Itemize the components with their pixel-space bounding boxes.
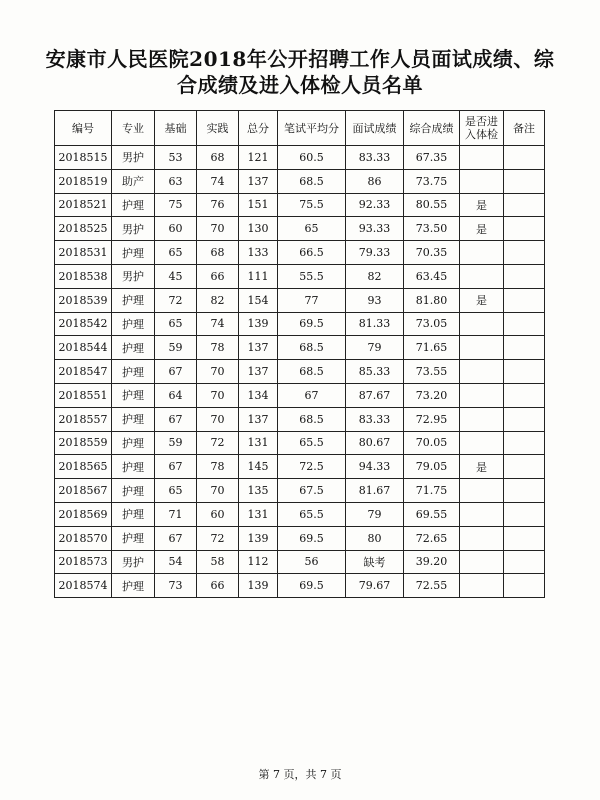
cell-major: 护理 bbox=[112, 455, 155, 479]
cell-composite: 72.95 bbox=[404, 407, 460, 431]
cell-basic: 67 bbox=[155, 455, 197, 479]
cell-major: 男护 bbox=[112, 550, 155, 574]
cell-interview: 83.33 bbox=[346, 146, 404, 170]
table-row bbox=[55, 383, 545, 407]
cell-written-avg: 65.5 bbox=[278, 431, 346, 455]
cell-physical-exam bbox=[460, 550, 504, 574]
cell-interview: 93.33 bbox=[346, 217, 404, 241]
cell-major: 护理 bbox=[112, 288, 155, 312]
cell-practice: 66 bbox=[197, 264, 239, 288]
cell-note bbox=[504, 574, 545, 598]
cell-interview: 92.33 bbox=[346, 193, 404, 217]
cell-physical-exam bbox=[460, 479, 504, 503]
cell-practice: 74 bbox=[197, 169, 239, 193]
cell-practice: 70 bbox=[197, 407, 239, 431]
cell-note bbox=[504, 336, 545, 360]
cell-major: 男护 bbox=[112, 264, 155, 288]
cell-interview: 86 bbox=[346, 169, 404, 193]
cell-interview: 85.33 bbox=[346, 360, 404, 384]
cell-major: 男护 bbox=[112, 217, 155, 241]
table-row bbox=[55, 169, 545, 193]
cell-written-avg: 66.5 bbox=[278, 241, 346, 265]
table-row bbox=[55, 455, 545, 479]
cell-total: 139 bbox=[239, 574, 278, 598]
cell-practice: 60 bbox=[197, 502, 239, 526]
cell-written-avg: 56 bbox=[278, 550, 346, 574]
cell-basic: 59 bbox=[155, 431, 197, 455]
cell-written-avg: 65 bbox=[278, 217, 346, 241]
cell-total: 112 bbox=[239, 550, 278, 574]
cell-interview: 87.67 bbox=[346, 383, 404, 407]
cell-practice: 70 bbox=[197, 217, 239, 241]
cell-practice: 82 bbox=[197, 288, 239, 312]
cell-total: 139 bbox=[239, 312, 278, 336]
cell-note bbox=[504, 169, 545, 193]
cell-composite: 72.55 bbox=[404, 574, 460, 598]
cell-composite: 70.05 bbox=[404, 431, 460, 455]
cell-note bbox=[504, 383, 545, 407]
table-row bbox=[55, 217, 545, 241]
page-footer: 第 7 页，共 7 页 bbox=[258, 768, 342, 781]
cell-written-avg: 68.5 bbox=[278, 407, 346, 431]
title-line-1: 安康市人民医院2018年公开招聘工作人员面试成绩、综 bbox=[45, 47, 555, 71]
cell-major: 护理 bbox=[112, 383, 155, 407]
cell-written-avg: 77 bbox=[278, 288, 346, 312]
cell-interview: 80.67 bbox=[346, 431, 404, 455]
document-title bbox=[40, 46, 560, 98]
cell-physical-exam bbox=[460, 360, 504, 384]
cell-basic: 60 bbox=[155, 217, 197, 241]
cell-basic: 45 bbox=[155, 264, 197, 288]
cell-composite: 73.05 bbox=[404, 312, 460, 336]
cell-note bbox=[504, 312, 545, 336]
cell-id: 2018544 bbox=[55, 336, 112, 360]
cell-basic: 54 bbox=[155, 550, 197, 574]
cell-physical-exam bbox=[460, 336, 504, 360]
table-row bbox=[55, 193, 545, 217]
cell-note bbox=[504, 526, 545, 550]
cell-note bbox=[504, 241, 545, 265]
cell-total: 111 bbox=[239, 264, 278, 288]
cell-id: 2018531 bbox=[55, 241, 112, 265]
cell-id: 2018574 bbox=[55, 574, 112, 598]
cell-total: 137 bbox=[239, 407, 278, 431]
cell-total: 145 bbox=[239, 455, 278, 479]
cell-id: 2018519 bbox=[55, 169, 112, 193]
title-line-2: 合成绩及进入体检人员名单 bbox=[177, 73, 423, 97]
cell-composite: 70.35 bbox=[404, 241, 460, 265]
cell-physical-exam bbox=[460, 574, 504, 598]
cell-written-avg: 67 bbox=[278, 383, 346, 407]
cell-basic: 71 bbox=[155, 502, 197, 526]
cell-practice: 68 bbox=[197, 241, 239, 265]
cell-composite: 73.20 bbox=[404, 383, 460, 407]
cell-physical-exam bbox=[460, 312, 504, 336]
table-body bbox=[55, 146, 545, 598]
cell-total: 154 bbox=[239, 288, 278, 312]
cell-total: 121 bbox=[239, 146, 278, 170]
cell-composite: 73.55 bbox=[404, 360, 460, 384]
results-table bbox=[54, 110, 545, 598]
cell-physical-exam bbox=[460, 241, 504, 265]
cell-id: 2018521 bbox=[55, 193, 112, 217]
cell-major: 男护 bbox=[112, 146, 155, 170]
cell-physical-exam: 是 bbox=[460, 217, 504, 241]
cell-id: 2018557 bbox=[55, 407, 112, 431]
cell-basic: 64 bbox=[155, 383, 197, 407]
cell-basic: 67 bbox=[155, 526, 197, 550]
cell-total: 137 bbox=[239, 169, 278, 193]
cell-note bbox=[504, 455, 545, 479]
cell-note bbox=[504, 217, 545, 241]
header-written-avg: 笔试平均分 bbox=[278, 111, 346, 146]
cell-composite: 69.55 bbox=[404, 502, 460, 526]
cell-interview: 93 bbox=[346, 288, 404, 312]
table-row bbox=[55, 312, 545, 336]
cell-id: 2018539 bbox=[55, 288, 112, 312]
cell-note bbox=[504, 550, 545, 574]
cell-major: 护理 bbox=[112, 526, 155, 550]
cell-major: 护理 bbox=[112, 431, 155, 455]
cell-id: 2018547 bbox=[55, 360, 112, 384]
header-composite: 综合成绩 bbox=[404, 111, 460, 146]
cell-practice: 72 bbox=[197, 526, 239, 550]
cell-interview: 79 bbox=[346, 502, 404, 526]
cell-physical-exam bbox=[460, 169, 504, 193]
cell-physical-exam bbox=[460, 407, 504, 431]
cell-note bbox=[504, 407, 545, 431]
cell-physical-exam bbox=[460, 383, 504, 407]
cell-written-avg: 60.5 bbox=[278, 146, 346, 170]
cell-interview: 83.33 bbox=[346, 407, 404, 431]
cell-physical-exam bbox=[460, 264, 504, 288]
cell-note bbox=[504, 502, 545, 526]
cell-id: 2018538 bbox=[55, 264, 112, 288]
cell-practice: 66 bbox=[197, 574, 239, 598]
cell-physical-exam: 是 bbox=[460, 455, 504, 479]
cell-major: 护理 bbox=[112, 574, 155, 598]
table-row bbox=[55, 288, 545, 312]
cell-total: 131 bbox=[239, 502, 278, 526]
cell-basic: 53 bbox=[155, 146, 197, 170]
cell-major: 护理 bbox=[112, 502, 155, 526]
cell-basic: 63 bbox=[155, 169, 197, 193]
cell-composite: 39.20 bbox=[404, 550, 460, 574]
cell-major: 护理 bbox=[112, 360, 155, 384]
header-interview: 面试成绩 bbox=[346, 111, 404, 146]
cell-id: 2018569 bbox=[55, 502, 112, 526]
cell-practice: 78 bbox=[197, 336, 239, 360]
cell-interview: 81.67 bbox=[346, 479, 404, 503]
cell-composite: 63.45 bbox=[404, 264, 460, 288]
cell-major: 护理 bbox=[112, 479, 155, 503]
table-row bbox=[55, 431, 545, 455]
cell-note bbox=[504, 264, 545, 288]
cell-practice: 76 bbox=[197, 193, 239, 217]
cell-written-avg: 69.5 bbox=[278, 574, 346, 598]
cell-total: 134 bbox=[239, 383, 278, 407]
cell-composite: 67.35 bbox=[404, 146, 460, 170]
cell-basic: 65 bbox=[155, 479, 197, 503]
cell-basic: 67 bbox=[155, 360, 197, 384]
cell-written-avg: 67.5 bbox=[278, 479, 346, 503]
cell-practice: 70 bbox=[197, 383, 239, 407]
cell-interview: 79 bbox=[346, 336, 404, 360]
cell-interview: 79.67 bbox=[346, 574, 404, 598]
cell-composite: 80.55 bbox=[404, 193, 460, 217]
cell-practice: 68 bbox=[197, 146, 239, 170]
table-row bbox=[55, 526, 545, 550]
cell-id: 2018551 bbox=[55, 383, 112, 407]
cell-id: 2018559 bbox=[55, 431, 112, 455]
cell-id: 2018570 bbox=[55, 526, 112, 550]
cell-interview: 80 bbox=[346, 526, 404, 550]
header-total: 总分 bbox=[239, 111, 278, 146]
cell-interview: 79.33 bbox=[346, 241, 404, 265]
cell-composite: 79.05 bbox=[404, 455, 460, 479]
cell-practice: 78 bbox=[197, 455, 239, 479]
cell-basic: 65 bbox=[155, 312, 197, 336]
table-row bbox=[55, 502, 545, 526]
cell-note bbox=[504, 360, 545, 384]
table-row bbox=[55, 241, 545, 265]
table-header-row bbox=[55, 111, 545, 146]
cell-major: 护理 bbox=[112, 241, 155, 265]
cell-composite: 81.80 bbox=[404, 288, 460, 312]
cell-basic: 73 bbox=[155, 574, 197, 598]
cell-total: 133 bbox=[239, 241, 278, 265]
table-row bbox=[55, 479, 545, 503]
header-practice: 实践 bbox=[197, 111, 239, 146]
cell-written-avg: 65.5 bbox=[278, 502, 346, 526]
cell-total: 151 bbox=[239, 193, 278, 217]
cell-id: 2018515 bbox=[55, 146, 112, 170]
table-row bbox=[55, 264, 545, 288]
cell-composite: 72.65 bbox=[404, 526, 460, 550]
cell-note bbox=[504, 431, 545, 455]
cell-basic: 59 bbox=[155, 336, 197, 360]
cell-practice: 70 bbox=[197, 360, 239, 384]
cell-written-avg: 68.5 bbox=[278, 360, 346, 384]
cell-physical-exam bbox=[460, 431, 504, 455]
cell-basic: 75 bbox=[155, 193, 197, 217]
cell-practice: 70 bbox=[197, 479, 239, 503]
cell-interview: 82 bbox=[346, 264, 404, 288]
cell-id: 2018573 bbox=[55, 550, 112, 574]
cell-id: 2018542 bbox=[55, 312, 112, 336]
cell-practice: 72 bbox=[197, 431, 239, 455]
cell-written-avg: 69.5 bbox=[278, 526, 346, 550]
header-major: 专业 bbox=[112, 111, 155, 146]
cell-basic: 67 bbox=[155, 407, 197, 431]
cell-practice: 58 bbox=[197, 550, 239, 574]
table-row bbox=[55, 336, 545, 360]
cell-practice: 74 bbox=[197, 312, 239, 336]
header-physical-exam: 是否进入体检 bbox=[460, 111, 504, 146]
cell-physical-exam bbox=[460, 146, 504, 170]
cell-note bbox=[504, 288, 545, 312]
cell-major: 护理 bbox=[112, 336, 155, 360]
cell-note bbox=[504, 479, 545, 503]
cell-note bbox=[504, 146, 545, 170]
cell-interview: 81.33 bbox=[346, 312, 404, 336]
table-row bbox=[55, 407, 545, 431]
cell-written-avg: 75.5 bbox=[278, 193, 346, 217]
cell-basic: 65 bbox=[155, 241, 197, 265]
table-row bbox=[55, 360, 545, 384]
header-id: 编号 bbox=[55, 111, 112, 146]
cell-written-avg: 55.5 bbox=[278, 264, 346, 288]
cell-total: 137 bbox=[239, 336, 278, 360]
cell-physical-exam: 是 bbox=[460, 288, 504, 312]
cell-id: 2018565 bbox=[55, 455, 112, 479]
cell-written-avg: 72.5 bbox=[278, 455, 346, 479]
cell-major: 护理 bbox=[112, 193, 155, 217]
cell-id: 2018567 bbox=[55, 479, 112, 503]
cell-composite: 71.75 bbox=[404, 479, 460, 503]
header-basic: 基础 bbox=[155, 111, 197, 146]
cell-written-avg: 68.5 bbox=[278, 336, 346, 360]
table-row bbox=[55, 574, 545, 598]
cell-physical-exam: 是 bbox=[460, 193, 504, 217]
cell-written-avg: 68.5 bbox=[278, 169, 346, 193]
cell-composite: 73.50 bbox=[404, 217, 460, 241]
cell-total: 135 bbox=[239, 479, 278, 503]
cell-composite: 71.65 bbox=[404, 336, 460, 360]
cell-written-avg: 69.5 bbox=[278, 312, 346, 336]
cell-composite: 73.75 bbox=[404, 169, 460, 193]
cell-major: 护理 bbox=[112, 407, 155, 431]
cell-total: 139 bbox=[239, 526, 278, 550]
cell-id: 2018525 bbox=[55, 217, 112, 241]
cell-total: 131 bbox=[239, 431, 278, 455]
cell-total: 137 bbox=[239, 360, 278, 384]
table-row bbox=[55, 550, 545, 574]
cell-major: 护理 bbox=[112, 312, 155, 336]
header-note: 备注 bbox=[504, 111, 545, 146]
cell-interview: 94.33 bbox=[346, 455, 404, 479]
cell-interview: 缺考 bbox=[346, 550, 404, 574]
cell-basic: 72 bbox=[155, 288, 197, 312]
cell-physical-exam bbox=[460, 526, 504, 550]
cell-note bbox=[504, 193, 545, 217]
cell-total: 130 bbox=[239, 217, 278, 241]
cell-major: 助产 bbox=[112, 169, 155, 193]
cell-physical-exam bbox=[460, 502, 504, 526]
table-row bbox=[55, 146, 545, 170]
